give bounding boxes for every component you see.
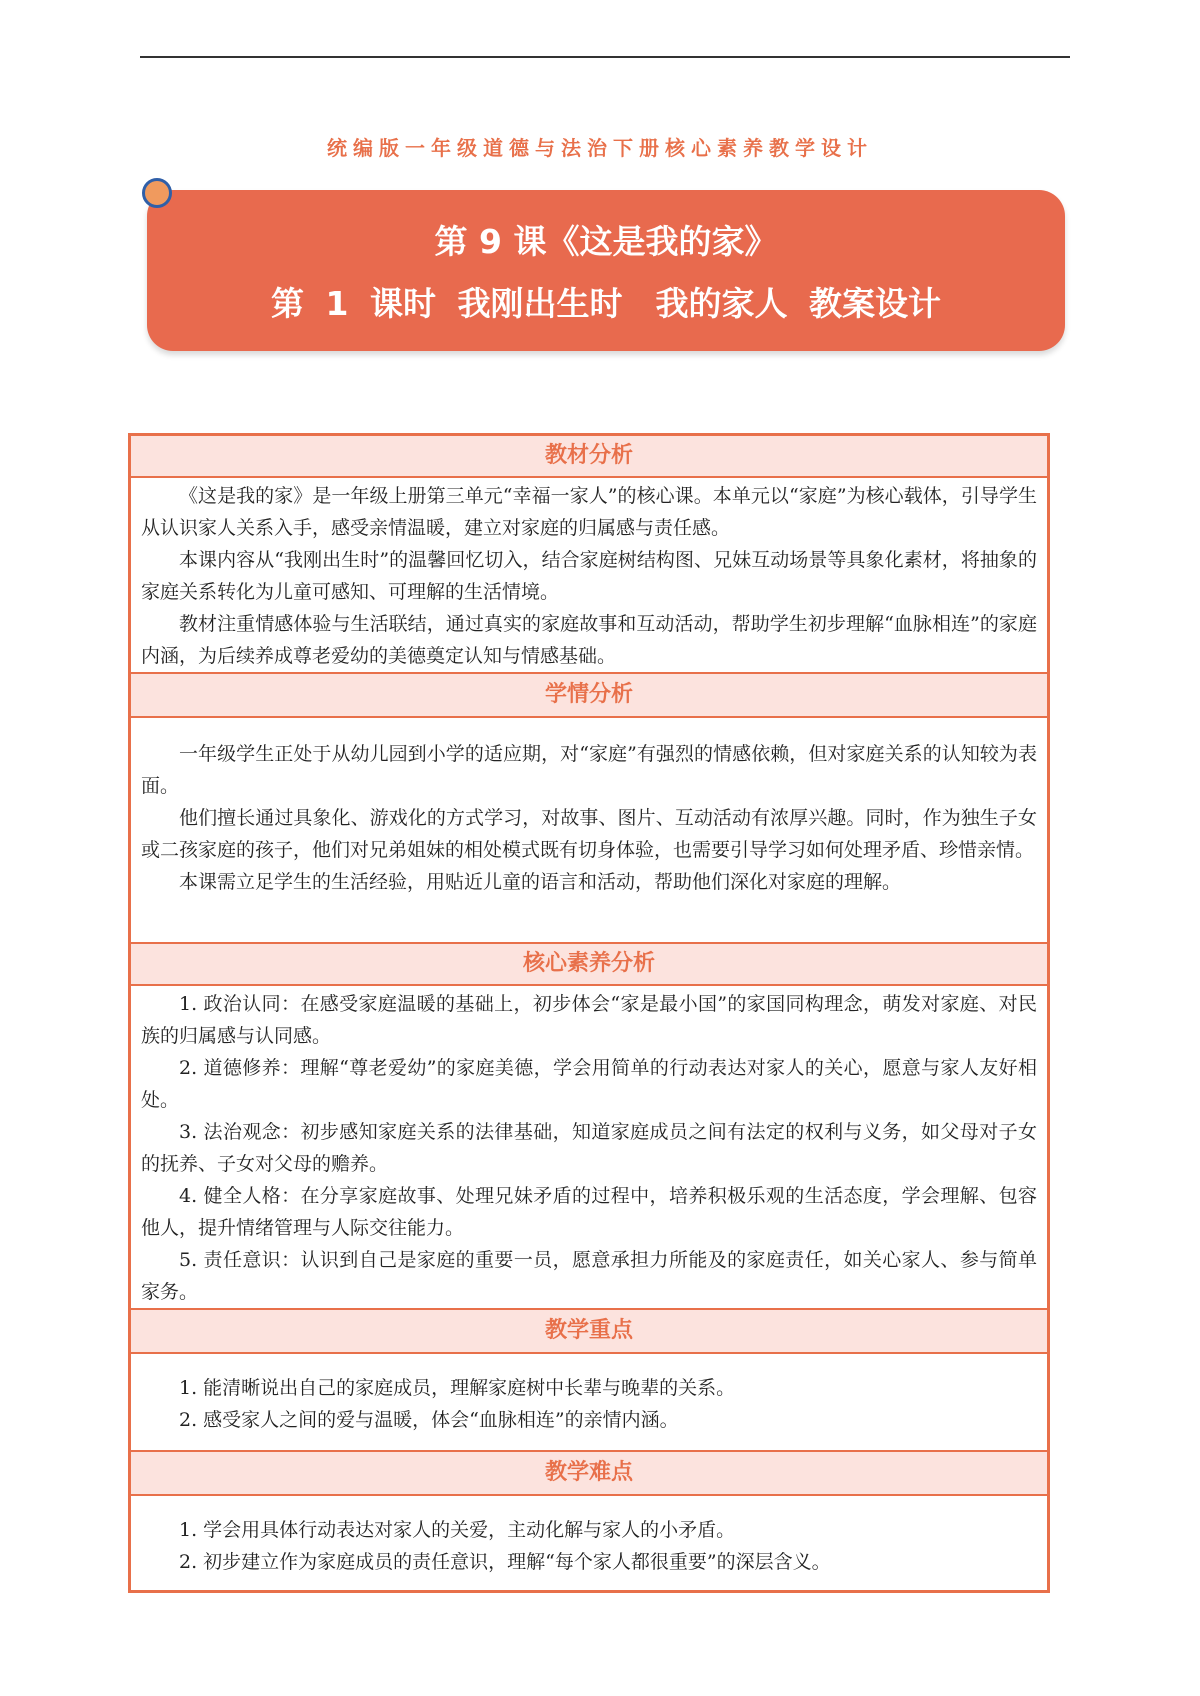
list-item: 4. 健全人格：在分享家庭故事、处理兄妹矛盾的过程中，培养积极乐观的生活态度，学会理解、包容他人，提升情绪管理与人际交往能力。 — [141, 1185, 1037, 1239]
section-body-textbook — [131, 478, 1047, 674]
list-item: 1. 政治认同：在感受家庭温暖的基础上，初步体会“家是最小国”的家国同构理念，萌发对家庭、对民族的归属感与认同感。 — [141, 993, 1037, 1047]
list-item: 1. 能清晰说出自己的家庭成员，理解家庭树中长辈与晚辈的关系。 — [179, 1377, 736, 1399]
section-heading-difficulties: 教学难点 — [131, 1452, 1047, 1496]
lesson-subtitle: 第 1 课时 我刚出生时 我的家人 教案设计 — [271, 284, 941, 323]
title-dot-icon — [142, 178, 172, 208]
list-item: 1. 学会用具体行动表达对家人的关爱，主动化解与家人的小矛盾。 — [179, 1519, 736, 1541]
section-heading-students: 学情分析 — [131, 674, 1047, 718]
paragraph: 《这是我的家》是一年级上册第三单元“幸福一家人”的核心课。本单元以“家庭”为核心载体，引导学生从认识家人关系入手，感受亲情温暖，建立对家庭的归属感与责任感。 — [141, 485, 1037, 539]
list-item: 3. 法治观念：初步感知家庭关系的法律基础，知道家庭成员之间有法定的权利与义务，如父母对子女的抚养、子女对父母的赡养。 — [141, 1121, 1037, 1175]
section-heading-key-points: 教学重点 — [131, 1310, 1047, 1354]
paragraph: 他们擅长通过具象化、游戏化的方式学习，对故事、图片、互动活动有浓厚兴趣。同时，作为独生子女或二孩家庭的孩子，他们对兄弟姐妹的相处模式既有切身体验，也需要引导学习如何处理矛盾、珍惜亲情。 — [141, 807, 1037, 861]
section-body-core-literacy — [131, 986, 1047, 1310]
section-body-key-points — [131, 1354, 1047, 1452]
series-title: 统编版一年级道德与法治下册核心素养教学设计 — [327, 136, 873, 160]
header-rule — [140, 56, 1070, 58]
lesson-plan-table — [128, 433, 1050, 1593]
list-item: 2. 初步建立作为家庭成员的责任意识，理解“每个家人都很重要”的深层含义。 — [179, 1551, 831, 1573]
paragraph: 教材注重情感体验与生活联结，通过真实的家庭故事和互动活动，帮助学生初步理解“血脉相连”的家庭内涵，为后续养成尊老爱幼的美德奠定认知与情感基础。 — [141, 613, 1037, 667]
paragraph: 本课内容从“我刚出生时”的温馨回忆切入，结合家庭树结构图、兄妹互动场景等具象化素材，将抽象的家庭关系转化为儿童可感知、可理解的生活情境。 — [141, 549, 1037, 603]
section-heading-textbook: 教材分析 — [131, 436, 1047, 478]
section-body-difficulties — [131, 1496, 1047, 1590]
paragraph: 本课需立足学生的生活经验，用贴近儿童的语言和活动，帮助他们深化对家庭的理解。 — [179, 871, 902, 893]
list-item: 2. 道德修养：理解“尊老爱幼”的家庭美德，学会用简单的行动表达对家人的关心，愿意与家人友好相处。 — [141, 1057, 1037, 1111]
section-body-students — [131, 718, 1047, 944]
list-item: 5. 责任意识：认识到自己是家庭的重要一员，愿意承担力所能及的家庭责任，如关心家人、参与简单家务。 — [141, 1249, 1037, 1303]
paragraph: 一年级学生正处于从幼儿园到小学的适应期，对“家庭”有强烈的情感依赖，但对家庭关系的认知较为表面。 — [141, 743, 1037, 797]
section-heading-core-literacy: 核心素养分析 — [131, 944, 1047, 986]
list-item: 2. 感受家人之间的爱与温暖，体会“血脉相连”的亲情内涵。 — [179, 1409, 679, 1431]
title-banner — [147, 190, 1065, 351]
lesson-title: 第 9 课《这是我的家》 — [434, 222, 778, 261]
